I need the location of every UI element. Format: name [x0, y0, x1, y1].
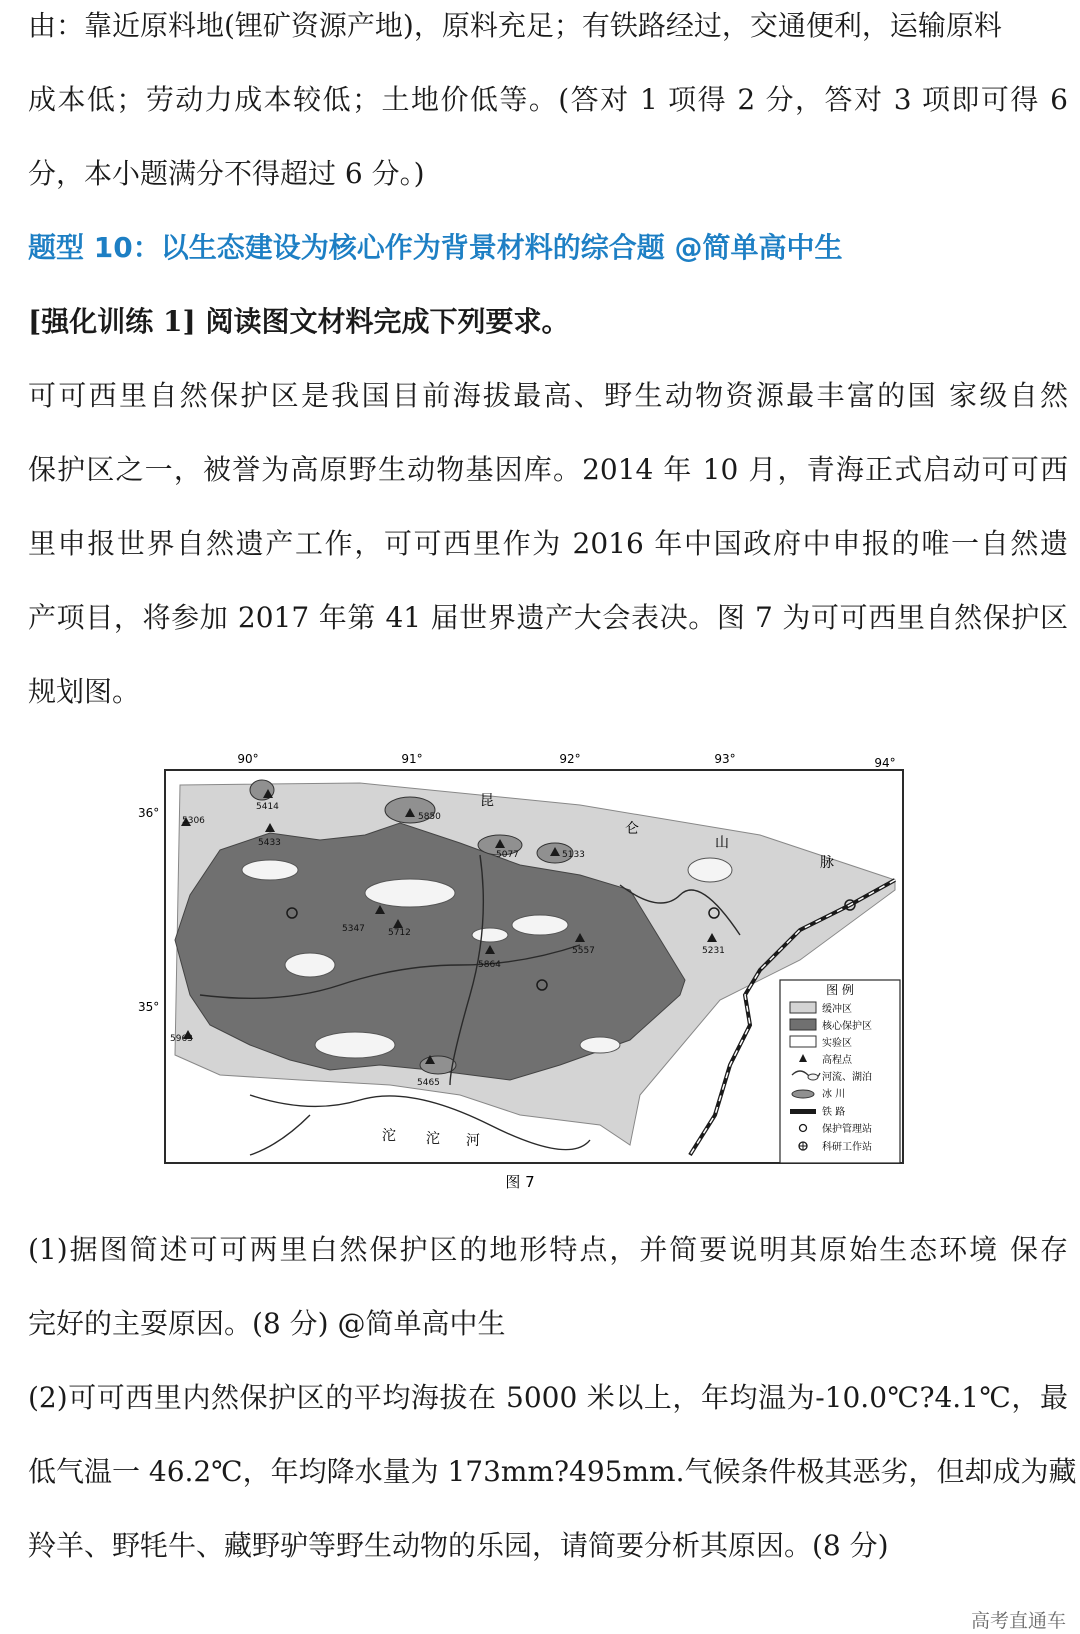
peak-label: 5712 [388, 928, 411, 938]
question-2-line-3: 羚羊、野牦牛、藏野驴等野生动物的乐园，请简要分析其原因。(8 分) [28, 1529, 889, 1562]
label-lun: 仑 [625, 821, 639, 837]
text-line-6: 保护区之一，被誉为高原野生动物基因库。2014 年 10 月，青海正式启动可可西 [28, 453, 1068, 486]
text-line-9: 规划图。 [28, 675, 141, 708]
legend-item-research-station: 科研工作站 [822, 1142, 872, 1153]
peak-label: 5864 [478, 960, 501, 970]
lon-label-93: 93° [714, 752, 736, 766]
text-line-8: 产项目，将参加 2017 年第 41 届世界遗产大会表决。图 7 为可可西里自然保护区 [28, 601, 1068, 634]
question-2-line-2: 低气温一 46.2℃，年均降水量为 173mm?495mm.气候条件极其恶劣，但却成为藏 [28, 1455, 1077, 1488]
peak-label: 5077 [496, 850, 519, 860]
legend-item-rivers: 河流、湖泊 [822, 1072, 872, 1083]
map-legend [780, 980, 900, 1163]
peak-label: 5465 [417, 1078, 440, 1088]
watermark-brand: 高考直通车 [970, 1610, 1066, 1632]
lon-label-90: 90° [237, 752, 259, 766]
text-line-5: 可可西里自然保护区是我国目前海拔最高、野生动物资源最丰富的国 家级自然 [28, 379, 1068, 412]
peak-label: 5133 [562, 850, 585, 860]
legend-title: 图 例 [826, 983, 854, 997]
label-tuo2: 沱 [426, 1131, 440, 1147]
label-tuo1: 沱 [382, 1128, 396, 1144]
peak-label: 5850 [418, 812, 441, 822]
legend-item-mgmt-station: 保护管理站 [822, 1124, 872, 1135]
lat-label-36: 36° [138, 806, 160, 820]
peak-label: 5433 [258, 838, 281, 848]
legend-item-glacier: 冰 川 [822, 1089, 846, 1100]
legend-item-buffer: 缓冲区 [822, 1004, 852, 1015]
question-1-line-1: (1)据图简述可可两里白然保护区的地形特点，并简要说明其原始生态环境 保存 [28, 1233, 1068, 1266]
peak-label: 5963 [170, 1034, 193, 1044]
peak-label: 5306 [182, 816, 205, 826]
legend-item-core: 核心保护区 [822, 1021, 872, 1032]
label-he: 河 [466, 1133, 480, 1149]
text-line-2: 成本低；劳动力成本较低；土地价低等。(答对 1 项得 2 分，答对 3 项即可得 6 [28, 83, 1068, 116]
text-line-3: 分，本小题满分不得超过 6 分。) [28, 157, 425, 190]
peak-label: 5414 [256, 802, 279, 812]
text-line-1: 由：靠近原料地(锂矿资源产地)，原料充足；有铁路经过，交通便利，运输原料 [28, 9, 1002, 42]
label-kun: 昆 [480, 793, 494, 809]
text-line-7: 里申报世界自然遗产工作，可可西里作为 2016 年中国政府中申报的唯一自然遗 [28, 527, 1068, 560]
label-mai: 脉 [820, 855, 834, 871]
question-1-line-2: 完好的主耍原因。(8 分) @简单高中生 [28, 1307, 506, 1340]
lon-label-92: 92° [559, 752, 581, 766]
question-2-line-1: (2)可可西里内然保护区的平均海拔在 5000 米以上，年均温为-10.0℃?4.1℃，最 [28, 1381, 1068, 1414]
section-heading: 题型 10：以生态建设为核心作为背景材料的综合题 @简单高中生 [28, 231, 843, 264]
peak-label: 5231 [702, 946, 725, 956]
exercise-title: [强化训练 1] 阅读图文材料完成下列要求。 [28, 305, 570, 338]
figure-caption: 图 7 [505, 1173, 535, 1191]
label-shan: 山 [715, 835, 729, 851]
legend-item-railway: 铁 路 [822, 1107, 846, 1118]
lon-label-91: 91° [401, 752, 423, 766]
legend-item-experimental: 实验区 [822, 1038, 852, 1049]
lon-label-94: 94° [874, 756, 896, 770]
lat-label-35: 35° [138, 1000, 160, 1014]
reserve-map-figure [138, 752, 910, 1235]
peak-label: 5557 [572, 946, 595, 956]
peak-label: 5347 [342, 924, 365, 934]
legend-item-elevation: 高程点 [822, 1055, 852, 1066]
